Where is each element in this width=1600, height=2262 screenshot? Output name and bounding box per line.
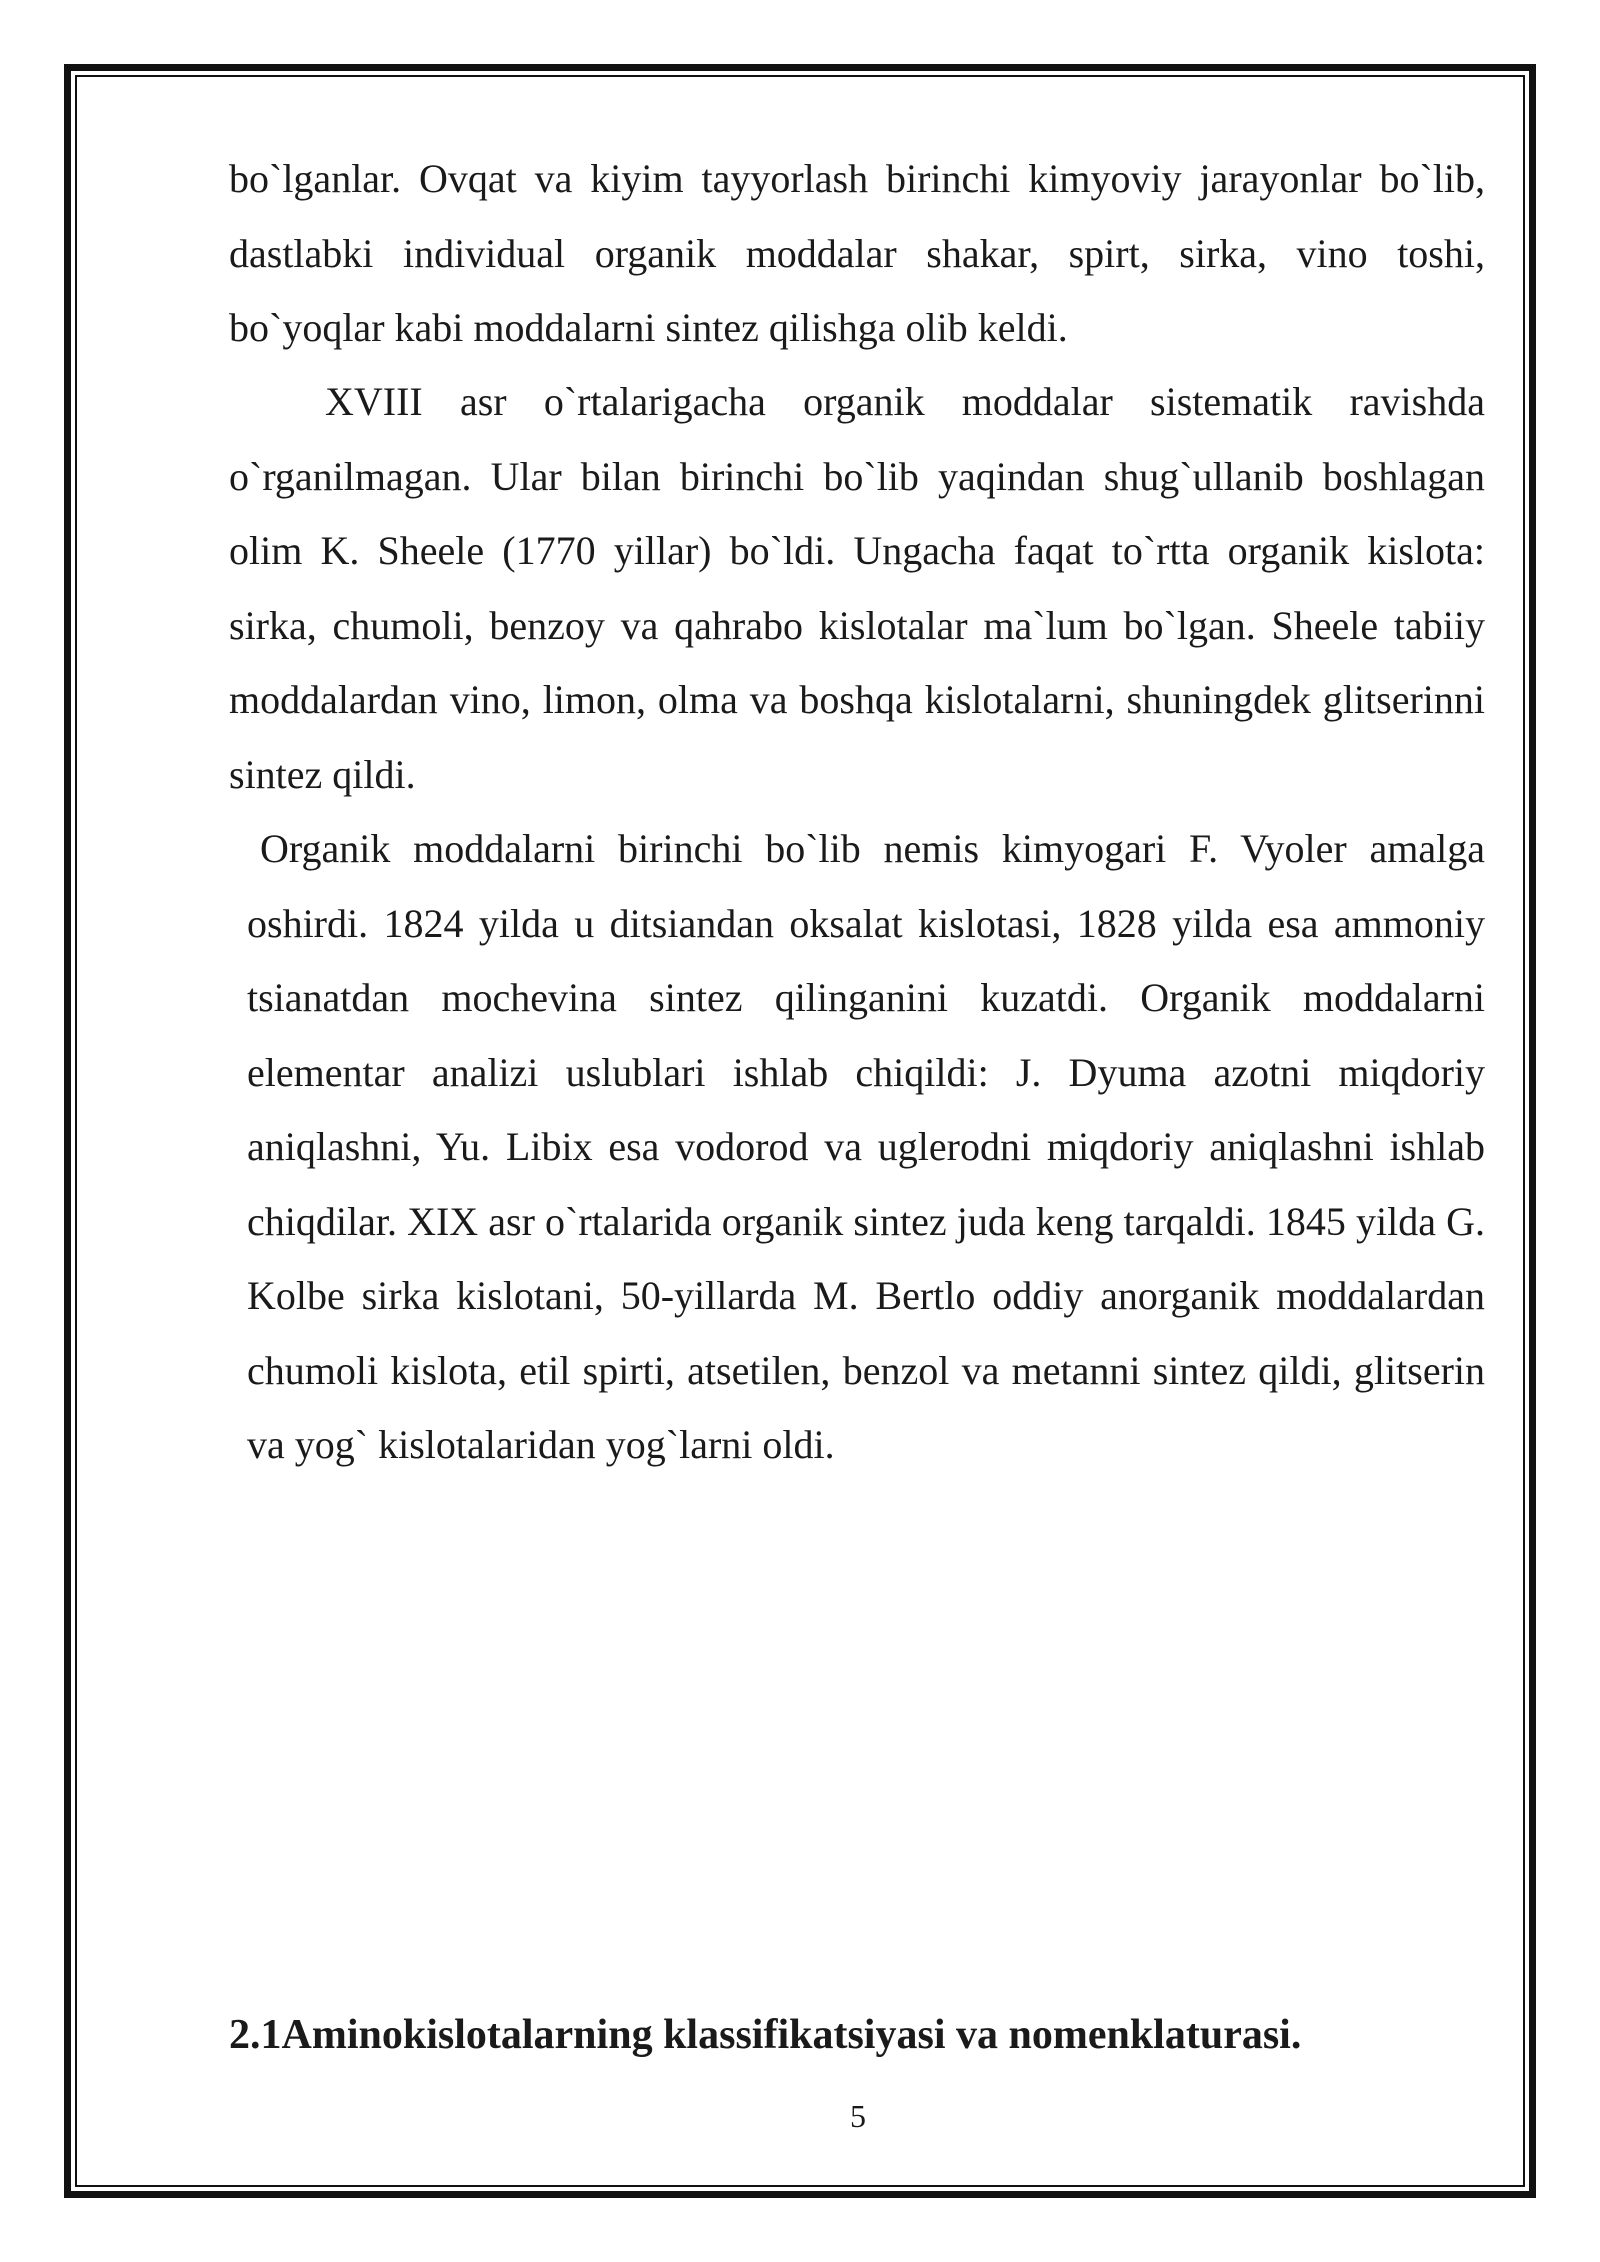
paragraph-3 <box>247 812 1485 1483</box>
paragraph-2: XVIII asr o`rtalarigacha organik moddalar sistematik ravishda o`rganilmagan. Ular bilan birinchi bo`lib yaqindan shug`ullanib boshlagan olim K. Sheele (1770 yillar) bo`ldi. Ungacha faqat to`rtta organik kislota: sirka, chumoli, benzoy va qahrabo kislotalar ma`lum bo`lgan. Sheele tabiiy moddalardan vino, limon, olma va boshqa kislotalarni, shuningdek glitserinni sintez qildi. <box>229 379 1485 797</box>
section-heading: 2.1Aminokislotalarning klassifikatsiyasi va nomenklaturasi. <box>229 2012 1302 2058</box>
paragraph-1: bo`lganlar. Ovqat va kiyim tayyorlash birinchi kimyoviy jarayonlar bo`lib, dastlabki individual organik moddalar shakar, spirt, sirka, vino toshi, bo`yoqlar kabi moddalarni sintez qilishga olib keldi. <box>229 156 1485 350</box>
page-number: 5 <box>850 2098 866 2134</box>
paragraph-3-text: Organik moddalarni birinchi bo`lib nemis kimyogari F. Vyoler amalga oshirdi. 1824 yilda u ditsiandan oksalat kislotasi, 1828 yilda esa ammoniy tsianatdan mochevina sintez qilinganini kuzatdi. Organik moddalarni elementar analizi uslublari ishlab chiqildi: J. Dyuma azotni miqdoriy aniqlashni, Yu. Libix esa vodorod va uglerodni miqdoriy aniqlashni ishlab chiqdilar. XIX asr o`rtalarida organik sintez juda keng tarqaldi. 1845 yilda G. Kolbe sirka kislotani, 50-yillarda M. Bertlo oddiy anorganik moddalardan chumoli kislota, etil spirti, atsetilen, benzol va metanni sintez qildi, glitserin va yog` kislotalaridan yog`larni oldi. <box>247 826 1485 1467</box>
